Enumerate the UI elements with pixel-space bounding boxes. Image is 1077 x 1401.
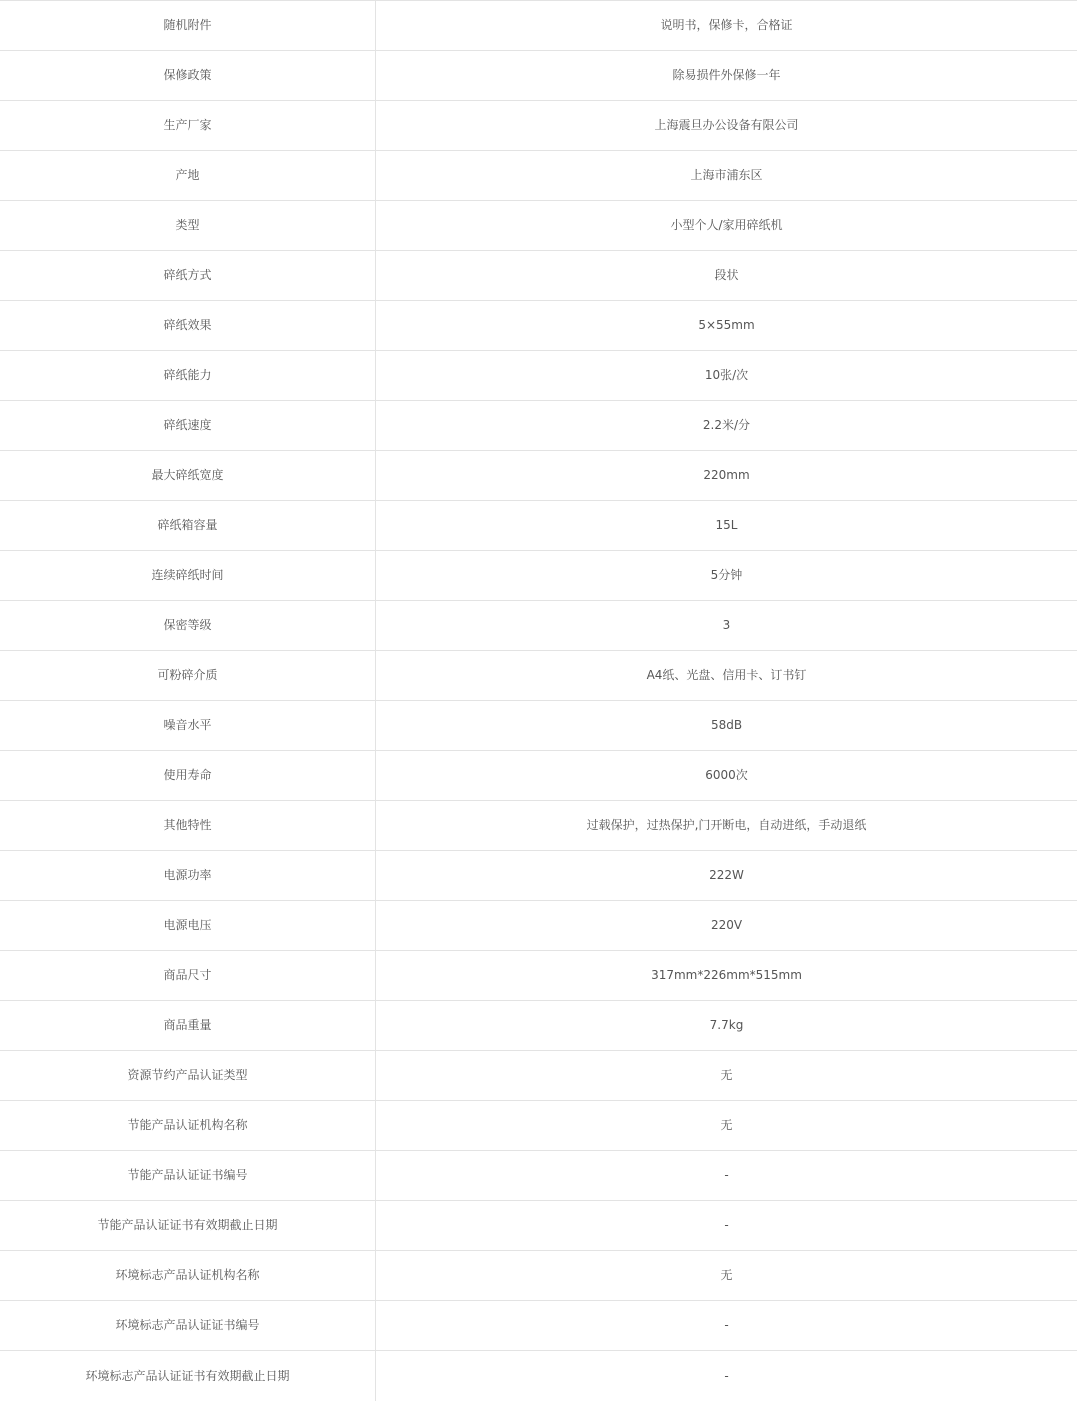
spec-label: 商品尺寸	[0, 951, 376, 1001]
spec-value: 2.2米/分	[376, 401, 1077, 451]
spec-value: 上海震旦办公设备有限公司	[376, 101, 1077, 151]
spec-label: 资源节约产品认证类型	[0, 1051, 376, 1101]
spec-value: 317mm*226mm*515mm	[376, 951, 1077, 1001]
spec-row	[0, 1101, 1077, 1151]
spec-value: 段状	[376, 251, 1077, 301]
spec-label: 碎纸方式	[0, 251, 376, 301]
spec-row	[0, 501, 1077, 551]
spec-row	[0, 101, 1077, 151]
spec-row	[0, 601, 1077, 651]
spec-label: 节能产品认证机构名称	[0, 1101, 376, 1151]
spec-label: 随机附件	[0, 1, 376, 51]
spec-table-body	[0, 1, 1077, 1401]
spec-value: 3	[376, 601, 1077, 651]
spec-label: 生产厂家	[0, 101, 376, 151]
spec-label: 连续碎纸时间	[0, 551, 376, 601]
spec-row	[0, 801, 1077, 851]
spec-value: -	[376, 1201, 1077, 1251]
spec-value: 无	[376, 1051, 1077, 1101]
spec-row	[0, 651, 1077, 701]
spec-value: 除易损件外保修一年	[376, 51, 1077, 101]
spec-label: 商品重量	[0, 1001, 376, 1051]
spec-value: 7.7kg	[376, 1001, 1077, 1051]
spec-value: 220mm	[376, 451, 1077, 501]
spec-label: 其他特性	[0, 801, 376, 851]
spec-label: 碎纸箱容量	[0, 501, 376, 551]
spec-label: 最大碎纸宽度	[0, 451, 376, 501]
spec-label: 环境标志产品认证机构名称	[0, 1251, 376, 1301]
spec-value: 6000次	[376, 751, 1077, 801]
spec-value: 222W	[376, 851, 1077, 901]
spec-row	[0, 251, 1077, 301]
spec-row	[0, 751, 1077, 801]
spec-label: 噪音水平	[0, 701, 376, 751]
spec-row	[0, 1151, 1077, 1201]
spec-label: 碎纸能力	[0, 351, 376, 401]
spec-row	[0, 1201, 1077, 1251]
spec-value: 上海市浦东区	[376, 151, 1077, 201]
spec-row	[0, 1251, 1077, 1301]
spec-value: 无	[376, 1101, 1077, 1151]
spec-label: 可粉碎介质	[0, 651, 376, 701]
spec-label: 产地	[0, 151, 376, 201]
spec-value: 15L	[376, 501, 1077, 551]
spec-label: 保修政策	[0, 51, 376, 101]
spec-row	[0, 351, 1077, 401]
spec-label: 保密等级	[0, 601, 376, 651]
spec-label: 碎纸效果	[0, 301, 376, 351]
spec-label: 环境标志产品认证证书有效期截止日期	[0, 1351, 376, 1401]
spec-row	[0, 201, 1077, 251]
spec-row	[0, 301, 1077, 351]
spec-value: 过载保护，过热保护,门开断电，自动进纸，手动退纸	[376, 801, 1077, 851]
spec-value: -	[376, 1351, 1077, 1401]
spec-label: 节能产品认证证书有效期截止日期	[0, 1201, 376, 1251]
spec-row	[0, 1001, 1077, 1051]
spec-row	[0, 1351, 1077, 1401]
spec-label: 环境标志产品认证证书编号	[0, 1301, 376, 1351]
spec-row	[0, 1051, 1077, 1101]
spec-value: -	[376, 1151, 1077, 1201]
spec-row	[0, 51, 1077, 101]
spec-label: 电源电压	[0, 901, 376, 951]
spec-value: 5分钟	[376, 551, 1077, 601]
spec-label: 使用寿命	[0, 751, 376, 801]
spec-value: 58dB	[376, 701, 1077, 751]
spec-label: 节能产品认证证书编号	[0, 1151, 376, 1201]
spec-row	[0, 401, 1077, 451]
spec-row	[0, 1, 1077, 51]
spec-row	[0, 901, 1077, 951]
spec-value: 10张/次	[376, 351, 1077, 401]
spec-row	[0, 851, 1077, 901]
spec-row	[0, 951, 1077, 1001]
spec-value: 5×55mm	[376, 301, 1077, 351]
spec-value: 说明书，保修卡，合格证	[376, 1, 1077, 51]
spec-row	[0, 701, 1077, 751]
spec-label: 类型	[0, 201, 376, 251]
spec-row	[0, 1301, 1077, 1351]
spec-value: 220V	[376, 901, 1077, 951]
spec-value: 小型个人/家用碎纸机	[376, 201, 1077, 251]
spec-row	[0, 151, 1077, 201]
spec-row	[0, 551, 1077, 601]
spec-label: 电源功率	[0, 851, 376, 901]
spec-value: A4纸、光盘、信用卡、订书钉	[376, 651, 1077, 701]
spec-label: 碎纸速度	[0, 401, 376, 451]
spec-row	[0, 451, 1077, 501]
spec-value: -	[376, 1301, 1077, 1351]
spec-value: 无	[376, 1251, 1077, 1301]
